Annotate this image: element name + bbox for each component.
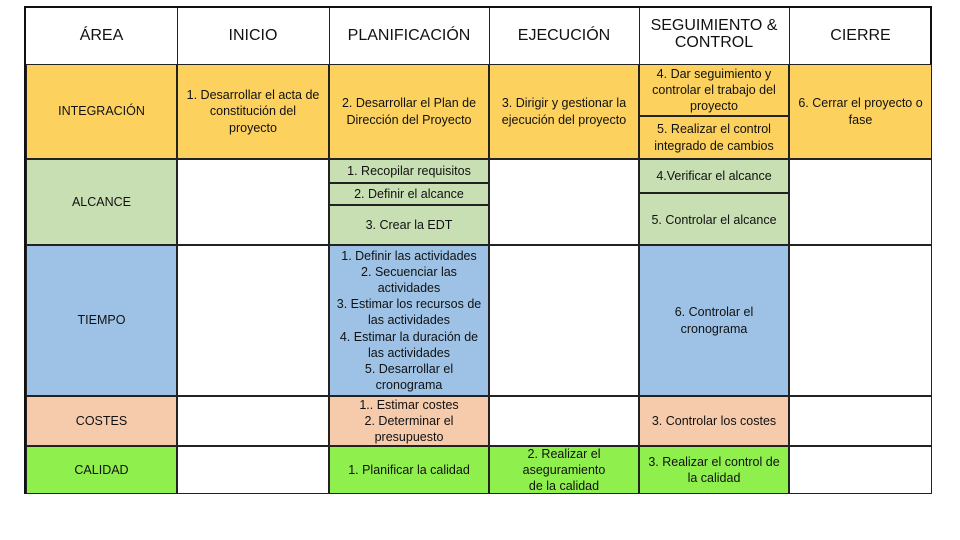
tiempo-cierre — [789, 245, 932, 396]
area-integracion: INTEGRACIÓN — [26, 64, 177, 159]
integracion-cierre: 6. Cerrar el proyecto o fase — [789, 64, 932, 159]
costes-ejecucion — [489, 396, 639, 446]
integracion-seguimiento-1: 4. Dar seguimiento y controlar el trabajo del proyecto — [639, 64, 789, 116]
header-ejecucion: EJECUCIÓN — [517, 26, 611, 44]
alcance-planificacion-2: 2. Definir el alcance — [329, 183, 489, 205]
costes-cierre — [789, 396, 932, 446]
tiempo-ejecucion — [489, 245, 639, 396]
area-alcance: ALCANCE — [26, 159, 177, 245]
calidad-ejecucion: 2. Realizar el aseguramiento de la calidad — [489, 446, 639, 494]
integracion-inicio: 1. Desarrollar el acta de constitución del proyecto — [177, 64, 329, 159]
calidad-inicio — [177, 446, 329, 494]
header-planificacion: PLANIFICACIÓN — [347, 26, 471, 44]
area-calidad: CALIDAD — [26, 446, 177, 494]
area-costes: COSTES — [26, 396, 177, 446]
costes-seguimiento: 3. Controlar los costes — [639, 396, 789, 446]
integracion-planificacion: 2. Desarrollar el Plan de Dirección del Proyecto — [329, 64, 489, 159]
header-area: ÁREA — [79, 26, 124, 44]
calidad-seguimiento: 3. Realizar el control de la calidad — [639, 446, 789, 494]
alcance-ejecucion — [489, 159, 639, 245]
integracion-ejecucion: 3. Dirigir y gestionar la ejecución del proyecto — [489, 64, 639, 159]
header-cierre: CIERRE — [830, 26, 891, 44]
header-inicio: INICIO — [228, 26, 278, 44]
alcance-seguimiento-2: 5. Controlar el alcance — [639, 193, 789, 245]
costes-inicio — [177, 396, 329, 446]
tiempo-inicio — [177, 245, 329, 396]
alcance-cierre — [789, 159, 932, 245]
header-seguimiento: SEGUIMIENTO & CONTROL — [650, 17, 778, 51]
alcance-seguimiento-1: 4.Verificar el alcance — [639, 159, 789, 193]
tiempo-planificacion: 1. Definir las actividades 2. Secuenciar las actividades 3. Estimar los recursos de las actividades 4. Estimar la duración de las actividades 5. Desarrollar el cronograma — [329, 245, 489, 396]
alcance-planificacion-3: 3. Crear la EDT — [329, 205, 489, 245]
integracion-seguimiento-2: 5. Realizar el control integrado de cambios — [639, 116, 789, 159]
area-tiempo: TIEMPO — [26, 245, 177, 396]
calidad-planificacion: 1. Planificar la calidad — [329, 446, 489, 494]
alcance-planificacion-1: 1. Recopilar requisitos — [329, 159, 489, 183]
process-matrix-table — [24, 6, 932, 494]
alcance-inicio — [177, 159, 329, 245]
costes-planificacion: 1.. Estimar costes 2. Determinar el presupuesto — [329, 396, 489, 446]
calidad-cierre — [789, 446, 932, 494]
tiempo-seguimiento: 6. Controlar el cronograma — [639, 245, 789, 396]
